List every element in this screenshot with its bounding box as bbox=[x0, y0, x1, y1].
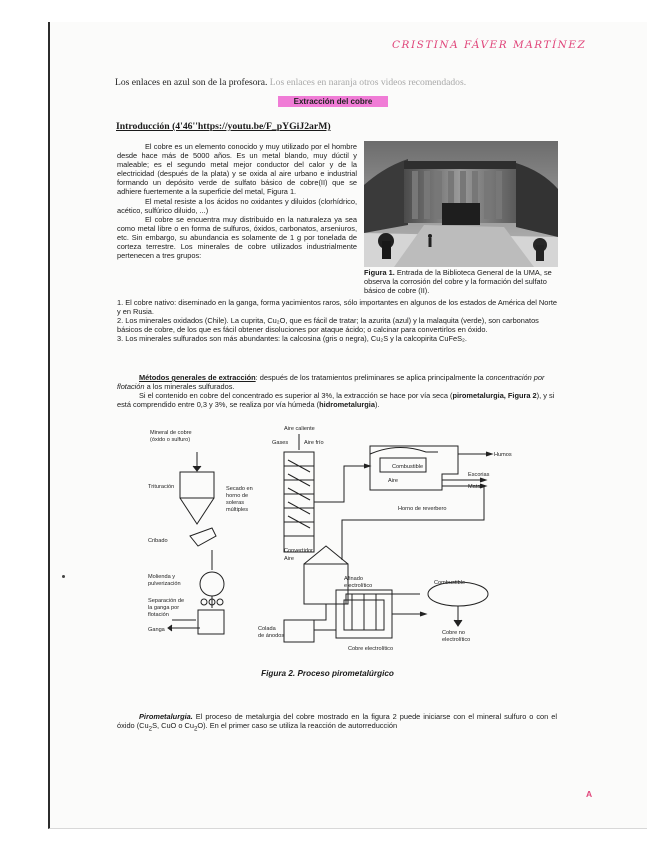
links-note-orange: Los enlaces en naranja otros videos recomendados. bbox=[269, 77, 467, 88]
diagram-label-secado-2: horno de bbox=[226, 493, 249, 499]
diagram-label-aire: Aire bbox=[388, 478, 398, 484]
methods-paragraph-2 bbox=[117, 391, 557, 409]
diagram-label-horno-reverbero: Horno de reverbero bbox=[398, 506, 447, 512]
pyrometallurgy-diagram bbox=[108, 424, 548, 656]
methods-text-2: a los minerales sulfurados. bbox=[144, 382, 235, 392]
diagram-label-mata: Mata bbox=[468, 484, 481, 490]
figure1-caption bbox=[364, 268, 559, 296]
methods-bold-1: pirometalurgia, Figura 2 bbox=[452, 391, 537, 401]
diagram-label-afinado-2: electrolítico bbox=[344, 583, 373, 589]
diagram-label-gases: Gases bbox=[272, 440, 289, 446]
diagram-label-molienda-2: pulverización bbox=[148, 581, 181, 587]
diagram-label-secado: Secado en bbox=[226, 486, 253, 492]
diagram-label-convertidor: Convertidor bbox=[284, 548, 313, 554]
diagram-label-humos: Humos bbox=[494, 452, 512, 458]
methods-italic: concentración por flotación bbox=[117, 373, 545, 392]
pyrometallurgy-sub-1: 2 bbox=[148, 725, 153, 733]
diagram-label-separacion: Separación de bbox=[148, 598, 185, 604]
diagram-label-cobre-no-2: electrolítico bbox=[442, 637, 471, 643]
group-1: 1. El cobre nativo: diseminado en la ganga, forma yacimientos raros, sólo importantes en algunos de los estados de América del Norte y en Rusia. bbox=[117, 298, 557, 317]
diagram-label-cobre-no: Cobre no bbox=[442, 630, 466, 636]
methods-bold-2: hidrometalurgia bbox=[319, 400, 375, 410]
group-3: 3. Los minerales sulfurados son más abundantes: la calcosina (gris o negra), Cu₂S y la calcopirita CuFeS₂. bbox=[117, 334, 467, 344]
methods-text bbox=[117, 373, 557, 409]
intro-heading-link[interactable]: Introducción (4'46''https://youtu.be/F_pYGiJ2arM) bbox=[116, 121, 331, 132]
diagram-label-secado-4: múltiples bbox=[226, 507, 249, 513]
pyrometallurgy-sub-2: 2 bbox=[193, 725, 198, 733]
methods-text-1: : después de los tratamientos preliminares se aplica principalmente la bbox=[255, 373, 486, 382]
intro-paragraph-3: El cobre se encuentra muy distribuido en la naturaleza ya sea como metal libre o en forma de sulfuros, óxidos, carbonatos, arseniuros, etc. Sin embargo, su abundancia es solamente de 1 g por tonelada de corteza terrestre. Los minerales de cobre utilizados industrialmente pertenecen a tres grupos: bbox=[117, 214, 357, 261]
figure1-text: Entrada de la Biblioteca General de la UMA, se observa la corrosión del cobre y la formación del sulfato básico de cobre (II). bbox=[364, 268, 552, 296]
diagram-label-mineral: Mineral de cobre bbox=[150, 430, 192, 436]
diagram-label-separacion-2: la ganga por bbox=[148, 605, 180, 611]
diagram-label-aire-2: Aire bbox=[284, 556, 294, 562]
section-title: Extracción del cobre bbox=[278, 96, 388, 107]
methods-title: Métodos generales de extracción bbox=[139, 373, 256, 382]
diagram-label-secado-3: soleras bbox=[226, 500, 245, 506]
pyrometallurgy-text-3: O). En el primer caso se utiliza la reacción de autorreducción bbox=[197, 721, 398, 731]
author-signature: CRISTINA FÁVER MARTÍNEZ bbox=[392, 39, 587, 51]
links-note bbox=[115, 77, 466, 88]
pyrometallurgy-text-2: S, CuO o Cu bbox=[152, 721, 194, 731]
diagram-label-mineral-2: (óxido o sulfuro) bbox=[150, 437, 191, 443]
intro-paragraph-1: El cobre es un elemento conocido y muy utilizado por el hombre desde hace más de 5000 años. Es un metal blando, muy dúctil y maleable; es el segundo metal mejor conductor del calor y de la electricidad (después de la plata) y se oxida al aire urbano e industrial formando un depósito verde de sulfato básico de cobre(II) que se adhiere fuertemente a la superficie del metal, Figura 1. bbox=[117, 142, 357, 197]
mineral-groups bbox=[117, 298, 557, 343]
figure2-caption: Figura 2. Proceso pirometalúrgico bbox=[261, 669, 394, 678]
library-photo bbox=[364, 141, 558, 267]
diagram-label-cobre-electrolitico: Cobre electrolítico bbox=[348, 646, 394, 652]
methods-paragraph-1 bbox=[117, 373, 557, 391]
diagram-label-colada: Colada bbox=[258, 626, 276, 632]
group-2: 2. Los minerales oxidados (Chile). La cuprita, Cu₂O, que es fácil de tratar; la azurita (azul) y la malaquita (verde), son carbonatos básicos de cobre, de los que es fácil obtener disoluciones por ataque ácido; o calcinar para convertirlos en óxido. bbox=[117, 316, 539, 335]
diagram-label-trituracion: Trituración bbox=[148, 484, 175, 490]
links-note-blue: Los enlaces en azul son de la profesora. bbox=[115, 77, 268, 88]
intro-text bbox=[117, 142, 357, 260]
pyrometallurgy-paragraph bbox=[117, 712, 557, 734]
pyrometallurgy-title: Pirometalurgia. bbox=[139, 712, 193, 721]
diagram-label-aire-caliente: Aire caliente bbox=[284, 426, 315, 432]
diagram-label-molienda: Molienda y bbox=[148, 574, 176, 580]
pyrometallurgy-text-1: El proceso de metalurgia del cobre mostrado en la figura 2 puede iniciarse con el mineral sulfuro o con el óxido (Cu bbox=[117, 712, 557, 731]
diagram-label-aire-frio: Aire frío bbox=[304, 440, 324, 446]
diagram-label-afinado: Afinado bbox=[344, 576, 363, 582]
methods-text-4: ), y si está comprendido entre 0,3 y 3%, se realiza por vía húmeda ( bbox=[117, 391, 555, 410]
diagram-label-ganga: Ganga bbox=[148, 627, 165, 633]
diagram-label-separacion-3: flotación bbox=[148, 612, 169, 618]
diagram-label-cribado: Cribado bbox=[148, 538, 168, 544]
corner-mark: A bbox=[586, 789, 593, 799]
diagram-label-combustible-2: Combustible bbox=[434, 580, 466, 586]
diagram-label-colada-2: de ánodos bbox=[258, 633, 285, 639]
scan-speck bbox=[62, 575, 65, 578]
methods-text-5: ). bbox=[374, 400, 380, 410]
figure1-label: Figura 1. bbox=[364, 268, 395, 277]
intro-paragraph-2: El metal resiste a los ácidos no oxidantes y diluidos (clorhídrico, acético, sulfúrico diluido, ...) bbox=[117, 196, 357, 215]
diagram-label-escorias: Escorias bbox=[468, 472, 490, 478]
diagram-label-combustible: Combustible bbox=[392, 464, 424, 470]
methods-text-3: Si el contenido en cobre del concentrado es superior al 3%, la extracción se hace por vía seca ( bbox=[139, 391, 453, 401]
